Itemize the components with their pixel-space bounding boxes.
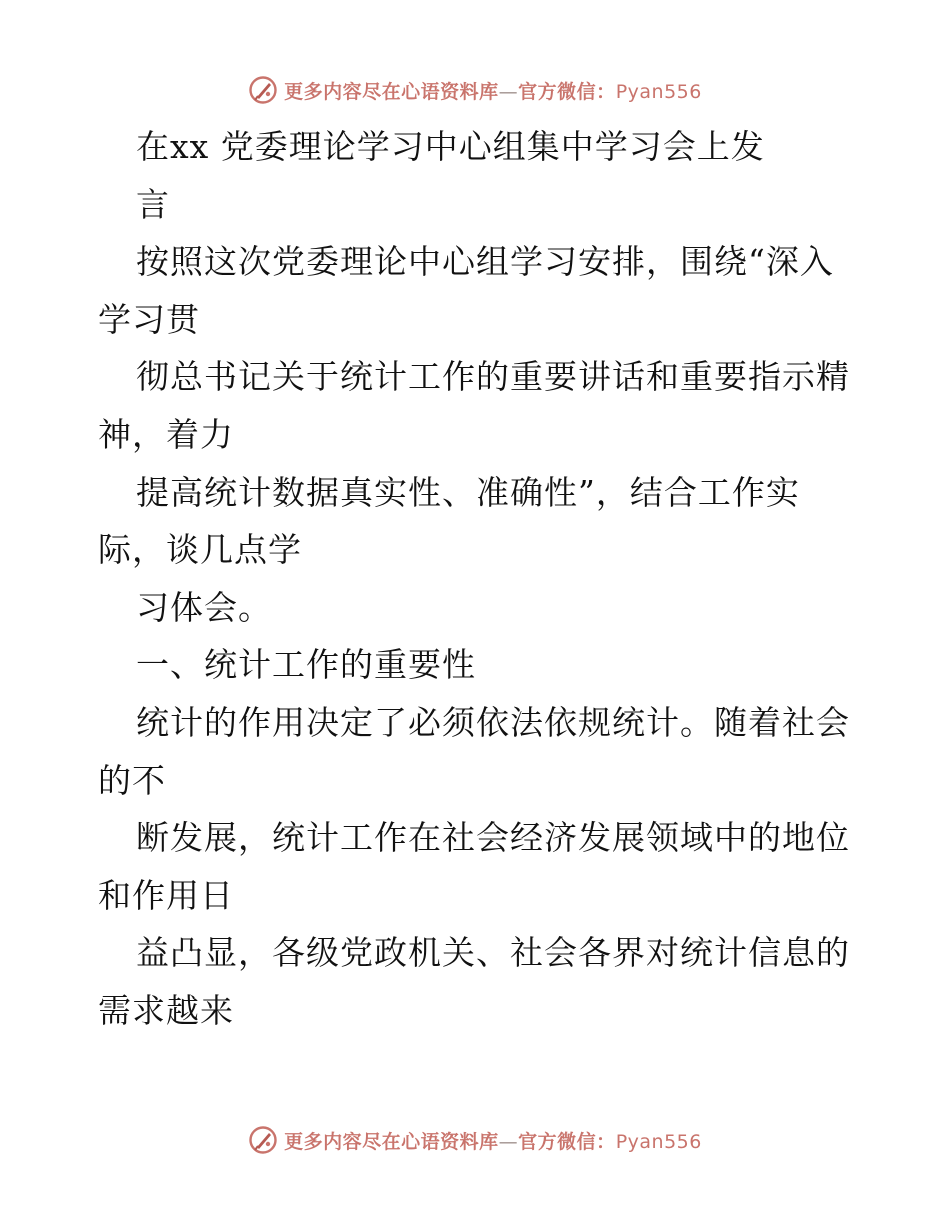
document-title-line-1: 在xx 党委理论学习中心组集中学习会上发 <box>136 127 765 166</box>
paragraph-line: 益凸显，各级党政机关、社会各界对统计信息的 <box>136 933 850 973</box>
watermark-wechat-label: 官方微信： <box>518 80 616 103</box>
paragraph-line: 断发展，统计工作在社会经济发展领域中的地位 <box>136 818 850 858</box>
paragraph-line: 按照这次党委理论中心组学习安排，围绕“深入 <box>136 242 834 282</box>
watermark-site-text: 更多内容尽在心语资料库 <box>284 80 499 103</box>
paragraph-line: 统计的作用决定了必须依法依规统计。随着社会 <box>136 702 850 742</box>
paragraph-line: 际，谈几点学 <box>98 530 302 570</box>
paragraph-line: 学习贯 <box>98 299 200 339</box>
watermark-separator: — <box>498 1130 519 1153</box>
paragraph-line: 需求越来 <box>98 990 234 1030</box>
document-body <box>98 118 858 1040</box>
paragraph-line: 和作用日 <box>98 875 234 915</box>
watermark-text <box>284 77 702 104</box>
quill-pen-logo-icon <box>248 1125 278 1155</box>
footer-watermark <box>0 1120 950 1160</box>
document-title-line-2: 言 <box>136 184 170 224</box>
watermark-site-text: 更多内容尽在心语资料库 <box>284 1130 499 1153</box>
section-heading: 一、统计工作的重要性 <box>136 645 476 685</box>
watermark-wechat-label: 官方微信： <box>518 1130 616 1153</box>
watermark-text <box>284 1127 702 1154</box>
paragraph-line: 的不 <box>98 760 166 800</box>
paragraph-line: 习体会。 <box>136 587 272 627</box>
watermark-wechat-account: Pyan556 <box>615 1130 702 1153</box>
quill-pen-logo-icon <box>248 75 278 105</box>
watermark-wechat-account: Pyan556 <box>615 80 702 103</box>
paragraph-line: 神，着力 <box>98 414 234 454</box>
paragraph-line: 彻总书记关于统计工作的重要讲话和重要指示精 <box>136 357 850 397</box>
paragraph-line: 提高统计数据真实性、准确性”，结合工作实 <box>136 472 800 512</box>
watermark-separator: — <box>498 80 519 103</box>
header-watermark <box>0 70 950 110</box>
